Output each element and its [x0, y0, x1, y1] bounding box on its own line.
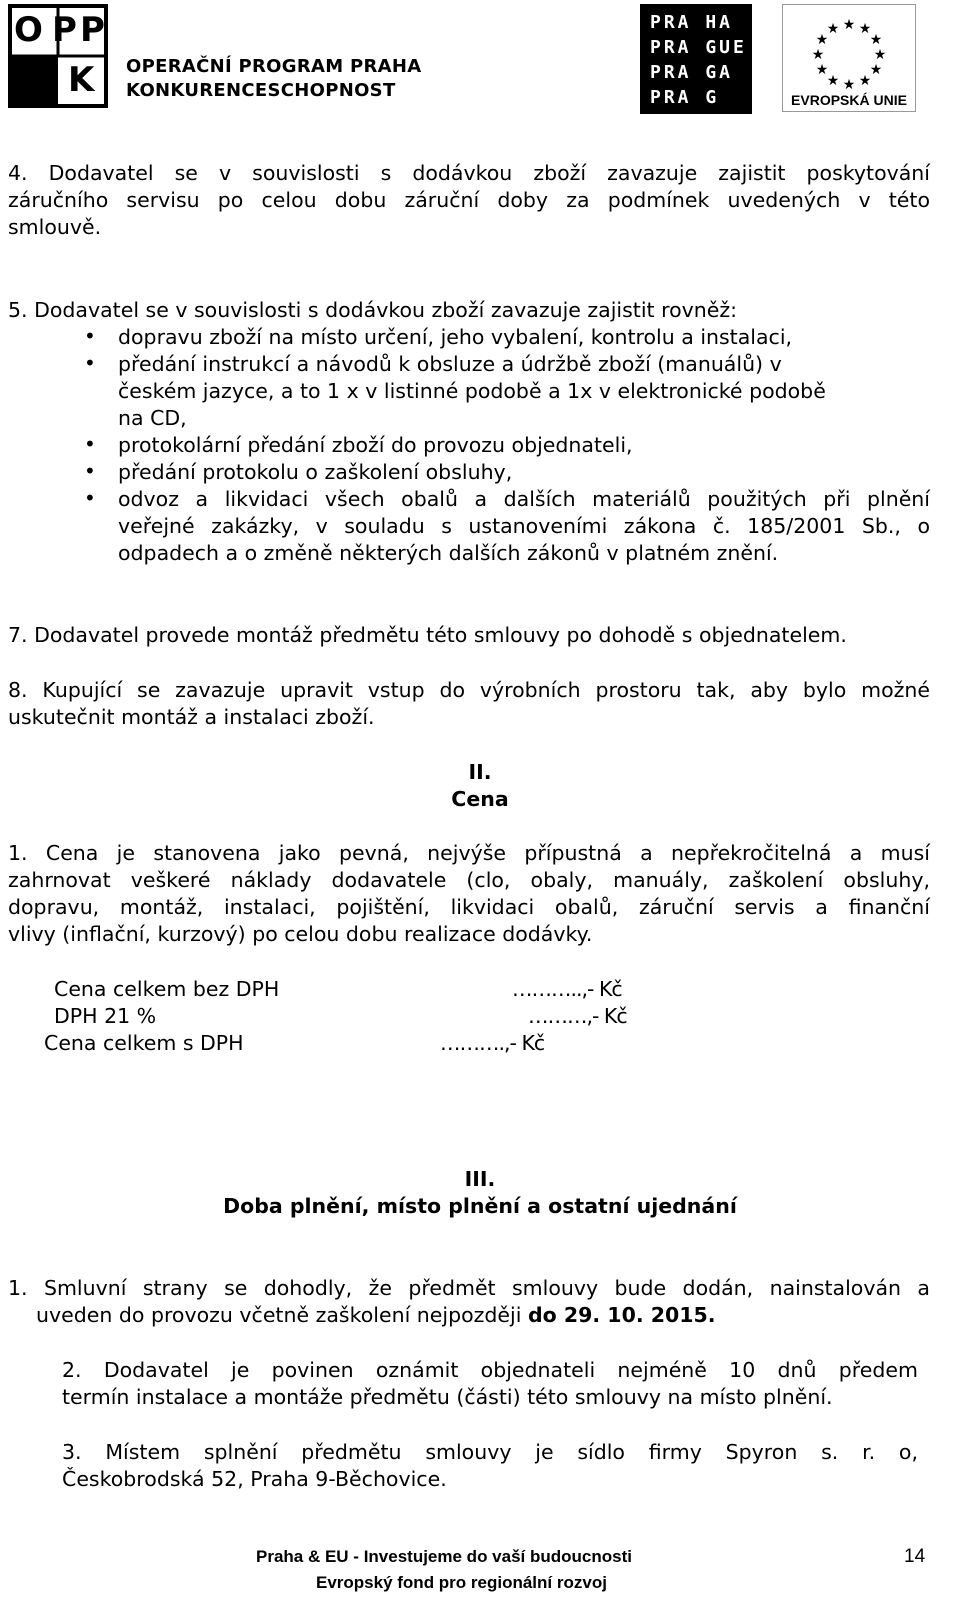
deadline-date: do 29. 10. 2015. [527, 1303, 716, 1327]
opp-logo [8, 4, 108, 108]
program-name-line1: OPERAČNÍ PROGRAM PRAHA [126, 56, 422, 77]
term-paragraph-2-line2: termín instalace a montáže předmětu (části) této smlouvy na místo plnění. [62, 1385, 833, 1409]
page-number: 14 [904, 1546, 926, 1567]
svg-text:★: ★ [815, 62, 829, 78]
svg-text:★: ★ [842, 77, 856, 91]
term-paragraph-3-line1: 3. Místem splnění předmětu smlouvy je sídlo firmy Spyron s. r. o, [62, 1440, 918, 1464]
paragraph-4-line1: 4. Dodavatel se v souvislosti s dodávkou zboží zavazuje zajistit poskytování [8, 161, 930, 185]
price-value-with-vat: ……….,- Kč [440, 1031, 545, 1055]
opp-letter-k: K [68, 60, 98, 100]
bullet-5-line3: odpadech a o změně některých dalších zákonů v platném znění. [118, 541, 779, 565]
eu-logo [782, 4, 916, 112]
price-value-vat: ………,- Kč [528, 1004, 627, 1028]
svg-text:★: ★ [858, 73, 872, 89]
price-label-with-vat: Cena celkem s DPH [44, 1031, 244, 1055]
section-3-title: Doba plnění, místo plnění a ostatní ujednání [223, 1194, 737, 1218]
section-2-number: II. [468, 760, 492, 784]
price-label-without-vat: Cena celkem bez DPH [54, 977, 280, 1001]
term-paragraph-1-text: uveden do provozu včetně zaškolení nejpozději [36, 1303, 528, 1327]
svg-text:★: ★ [873, 47, 887, 63]
paragraph-7: 7. Dodavatel provede montáž předmětu této smlouvy po dohodě s objednatelem. [8, 623, 847, 647]
bullet-icon: • [84, 459, 96, 483]
paragraph-8-line1: 8. Kupující se zavazuje upravit vstup do výrobních prostoru tak, aby bylo možné [8, 678, 930, 702]
footer-line2: Evropský fond pro regionální rozvoj [316, 1573, 607, 1592]
eu-label: EVROPSKÁ UNIE [791, 92, 907, 108]
praha-logo-row: PRA HA [650, 12, 734, 33]
price-paragraph-line3: dopravu, montáž, instalaci, pojištění, likvidaci obalů, záruční servis a finanční [8, 895, 930, 919]
paragraph-4-line2: záručního servisu po celou dobu záruční doby za podmínek uvedených v této [8, 188, 930, 212]
price-paragraph-line1: 1. Cena je stanovena jako pevná, nejvýše přípustná a nepřekročitelná a musí [8, 841, 930, 865]
praha-logo-row: PRA GA [650, 62, 734, 83]
bullet-5-line2: veřejné zakázky, v souladu s ustanoveními zákona č. 185/2001 Sb., o [118, 514, 930, 538]
praha-logo-row: PRA GUE [650, 37, 747, 58]
opp-letter-p2: P [80, 10, 108, 50]
svg-text:★: ★ [826, 73, 840, 89]
term-paragraph-3-line2: Českobrodská 52, Praha 9-Běchovice. [62, 1467, 447, 1491]
bullet-5-line1: odvoz a likvidaci všech obalů a dalších materiálů použitých při plnění [118, 487, 930, 511]
svg-text:★: ★ [826, 21, 840, 37]
opp-letter-p1: P [52, 10, 80, 50]
svg-text:★: ★ [858, 21, 872, 37]
bullet-1-line1: dopravu zboží na místo určení, jeho vybalení, kontrolu a instalaci, [118, 325, 793, 349]
svg-text:★: ★ [815, 32, 829, 48]
price-paragraph-line2: zahrnovat veškeré náklady dodavatele (clo, obaly, manuály, zaškolení obsluhy, [8, 868, 930, 892]
paragraph-4-line3: smlouvě. [8, 215, 102, 239]
bullet-icon: • [84, 351, 96, 375]
bullet-3-line1: protokolární předání zboží do provozu objednateli, [118, 433, 633, 457]
bullet-icon: • [84, 324, 96, 348]
eu-stars-icon [783, 11, 915, 91]
term-paragraph-2-line1: 2. Dodavatel je povinen oznámit objednateli nejméně 10 dnů předem [62, 1358, 918, 1382]
bullet-icon: • [84, 486, 96, 510]
term-paragraph-1-line1: 1. Smluvní strany se dohodly, že předmět smlouvy bude dodán, nainstalován a [8, 1276, 930, 1300]
paragraph-5-intro: 5. Dodavatel se v souvislosti s dodávkou zboží zavazuje zajistit rovněž: [8, 298, 738, 322]
footer-line1: Praha & EU - Investujeme do vaší budoucnosti [256, 1547, 632, 1566]
bullet-2-line3: na CD, [118, 406, 187, 430]
price-label-vat: DPH 21 % [54, 1004, 157, 1028]
praha-logo [640, 4, 752, 114]
bullet-2-line1: předání instrukcí a návodů k obsluze a údržbě zboží (manuálů) v [118, 352, 782, 376]
bullet-icon: • [84, 432, 96, 456]
svg-text:★: ★ [869, 62, 883, 78]
term-paragraph-1-line2 [36, 1302, 716, 1330]
praha-logo-row: PRA G [650, 87, 720, 108]
svg-text:★: ★ [811, 47, 825, 63]
bullet-4-line1: předání protokolu o zaškolení obsluhy, [118, 460, 513, 484]
bullet-2-line2: českém jazyce, a to 1 x v listinné podobě a 1x v elektronické podobě [118, 379, 826, 403]
svg-text:★: ★ [842, 17, 856, 33]
svg-text:★: ★ [869, 32, 883, 48]
program-name-line2: KONKURENCESCHOPNOST [126, 80, 396, 101]
price-value-without-vat: ………..,- Kč [512, 977, 622, 1001]
section-3-number: III. [464, 1167, 496, 1191]
price-paragraph-line4: vlivy (inflační, kurzový) po celou dobu realizace dodávky. [8, 922, 593, 946]
section-2-title: Cena [451, 787, 509, 811]
paragraph-8-line2: uskutečnit montáž a instalaci zboží. [8, 705, 375, 729]
opp-letter-o: O [14, 10, 46, 50]
